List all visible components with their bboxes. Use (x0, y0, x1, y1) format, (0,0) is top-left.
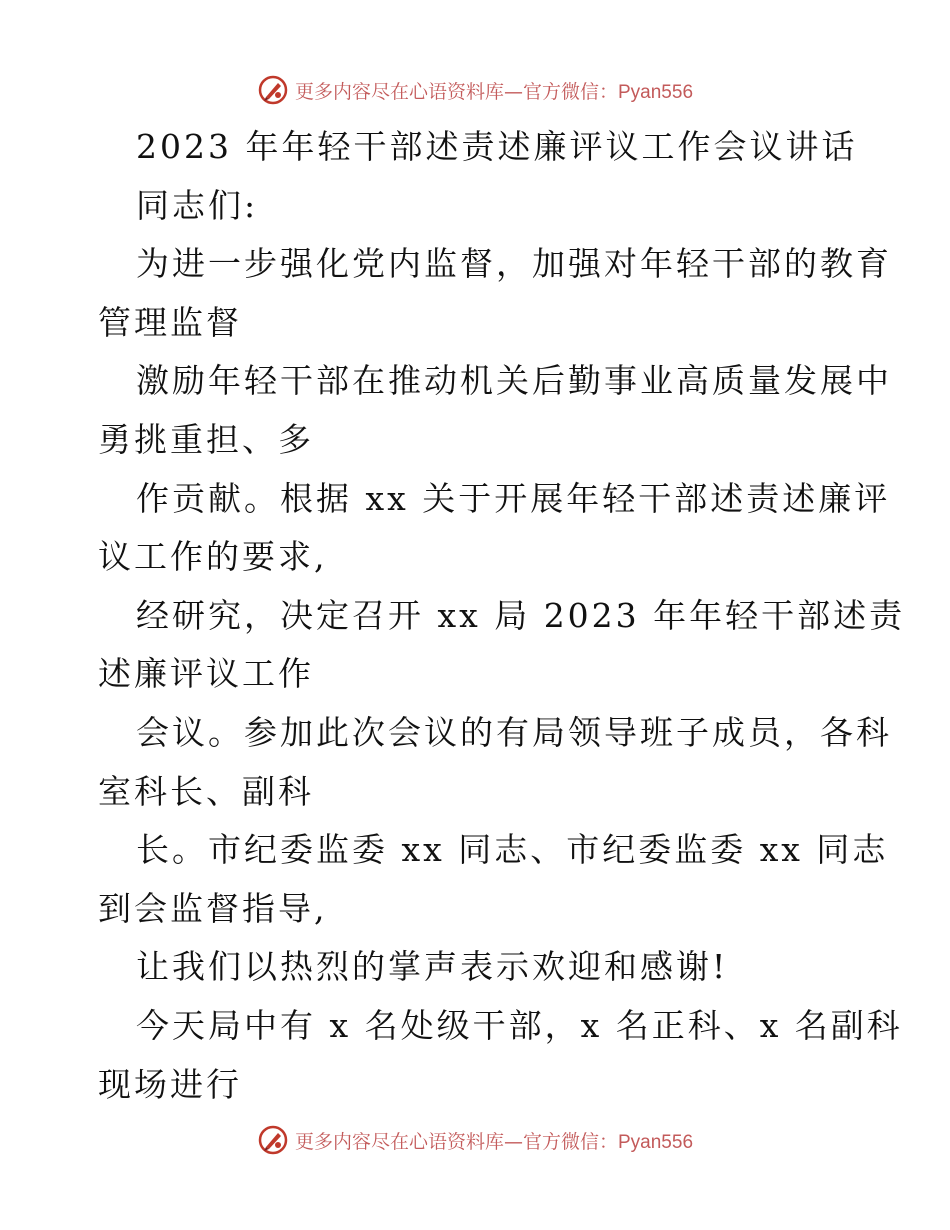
paragraph-line: 经研究，决定召开 xx 局 2023 年年轻干部述责 (136, 595, 906, 635)
paragraph-line: 现场进行 (98, 1064, 242, 1104)
header-watermark (0, 70, 950, 110)
paragraph-line: 议工作的要求, (98, 537, 328, 577)
paragraph-line: 让我们以热烈的掌声表示欢迎和感谢! (136, 947, 729, 987)
paragraph-line: 述廉评议工作 (98, 654, 314, 694)
watermark-text: 更多内容尽在心语资料库—官方微信：Pyan556 (294, 1130, 694, 1153)
paragraph-line: 会议。参加此次会议的有局领导班子成员，各科 (136, 712, 892, 752)
paragraph-line: 长。市纪委监委 xx 同志、市纪委监委 xx 同志 (136, 830, 889, 870)
paragraph-line: 勇挑重担、多 (98, 419, 314, 459)
paragraph-line: 同志们: (136, 185, 259, 225)
paragraph-line: 2023 年年轻干部述责述廉评议工作会议讲话 (136, 127, 858, 166)
paragraph-line: 室科长、副科 (98, 771, 314, 811)
pen-logo-icon (257, 74, 289, 106)
pen-logo-icon (257, 1124, 289, 1156)
paragraph-line: 激励年轻干部在推动机关后勤事业高质量发展中 (136, 361, 892, 401)
paragraph-line: 管理监督 (98, 302, 242, 342)
paragraph-line: 到会监督指导, (98, 888, 328, 928)
paragraph-line: 为进一步强化党内监督，加强对年轻干部的教育 (136, 244, 892, 284)
document-body (98, 118, 906, 1114)
paragraph-line: 今天局中有 x 名处级干部，x 名正科、x 名副科 (136, 1005, 903, 1045)
watermark-text: 更多内容尽在心语资料库—官方微信：Pyan556 (294, 80, 694, 103)
footer-watermark (0, 1120, 950, 1160)
paragraph-line: 作贡献。根据 xx 关于开展年轻干部述责述廉评 (136, 478, 891, 518)
